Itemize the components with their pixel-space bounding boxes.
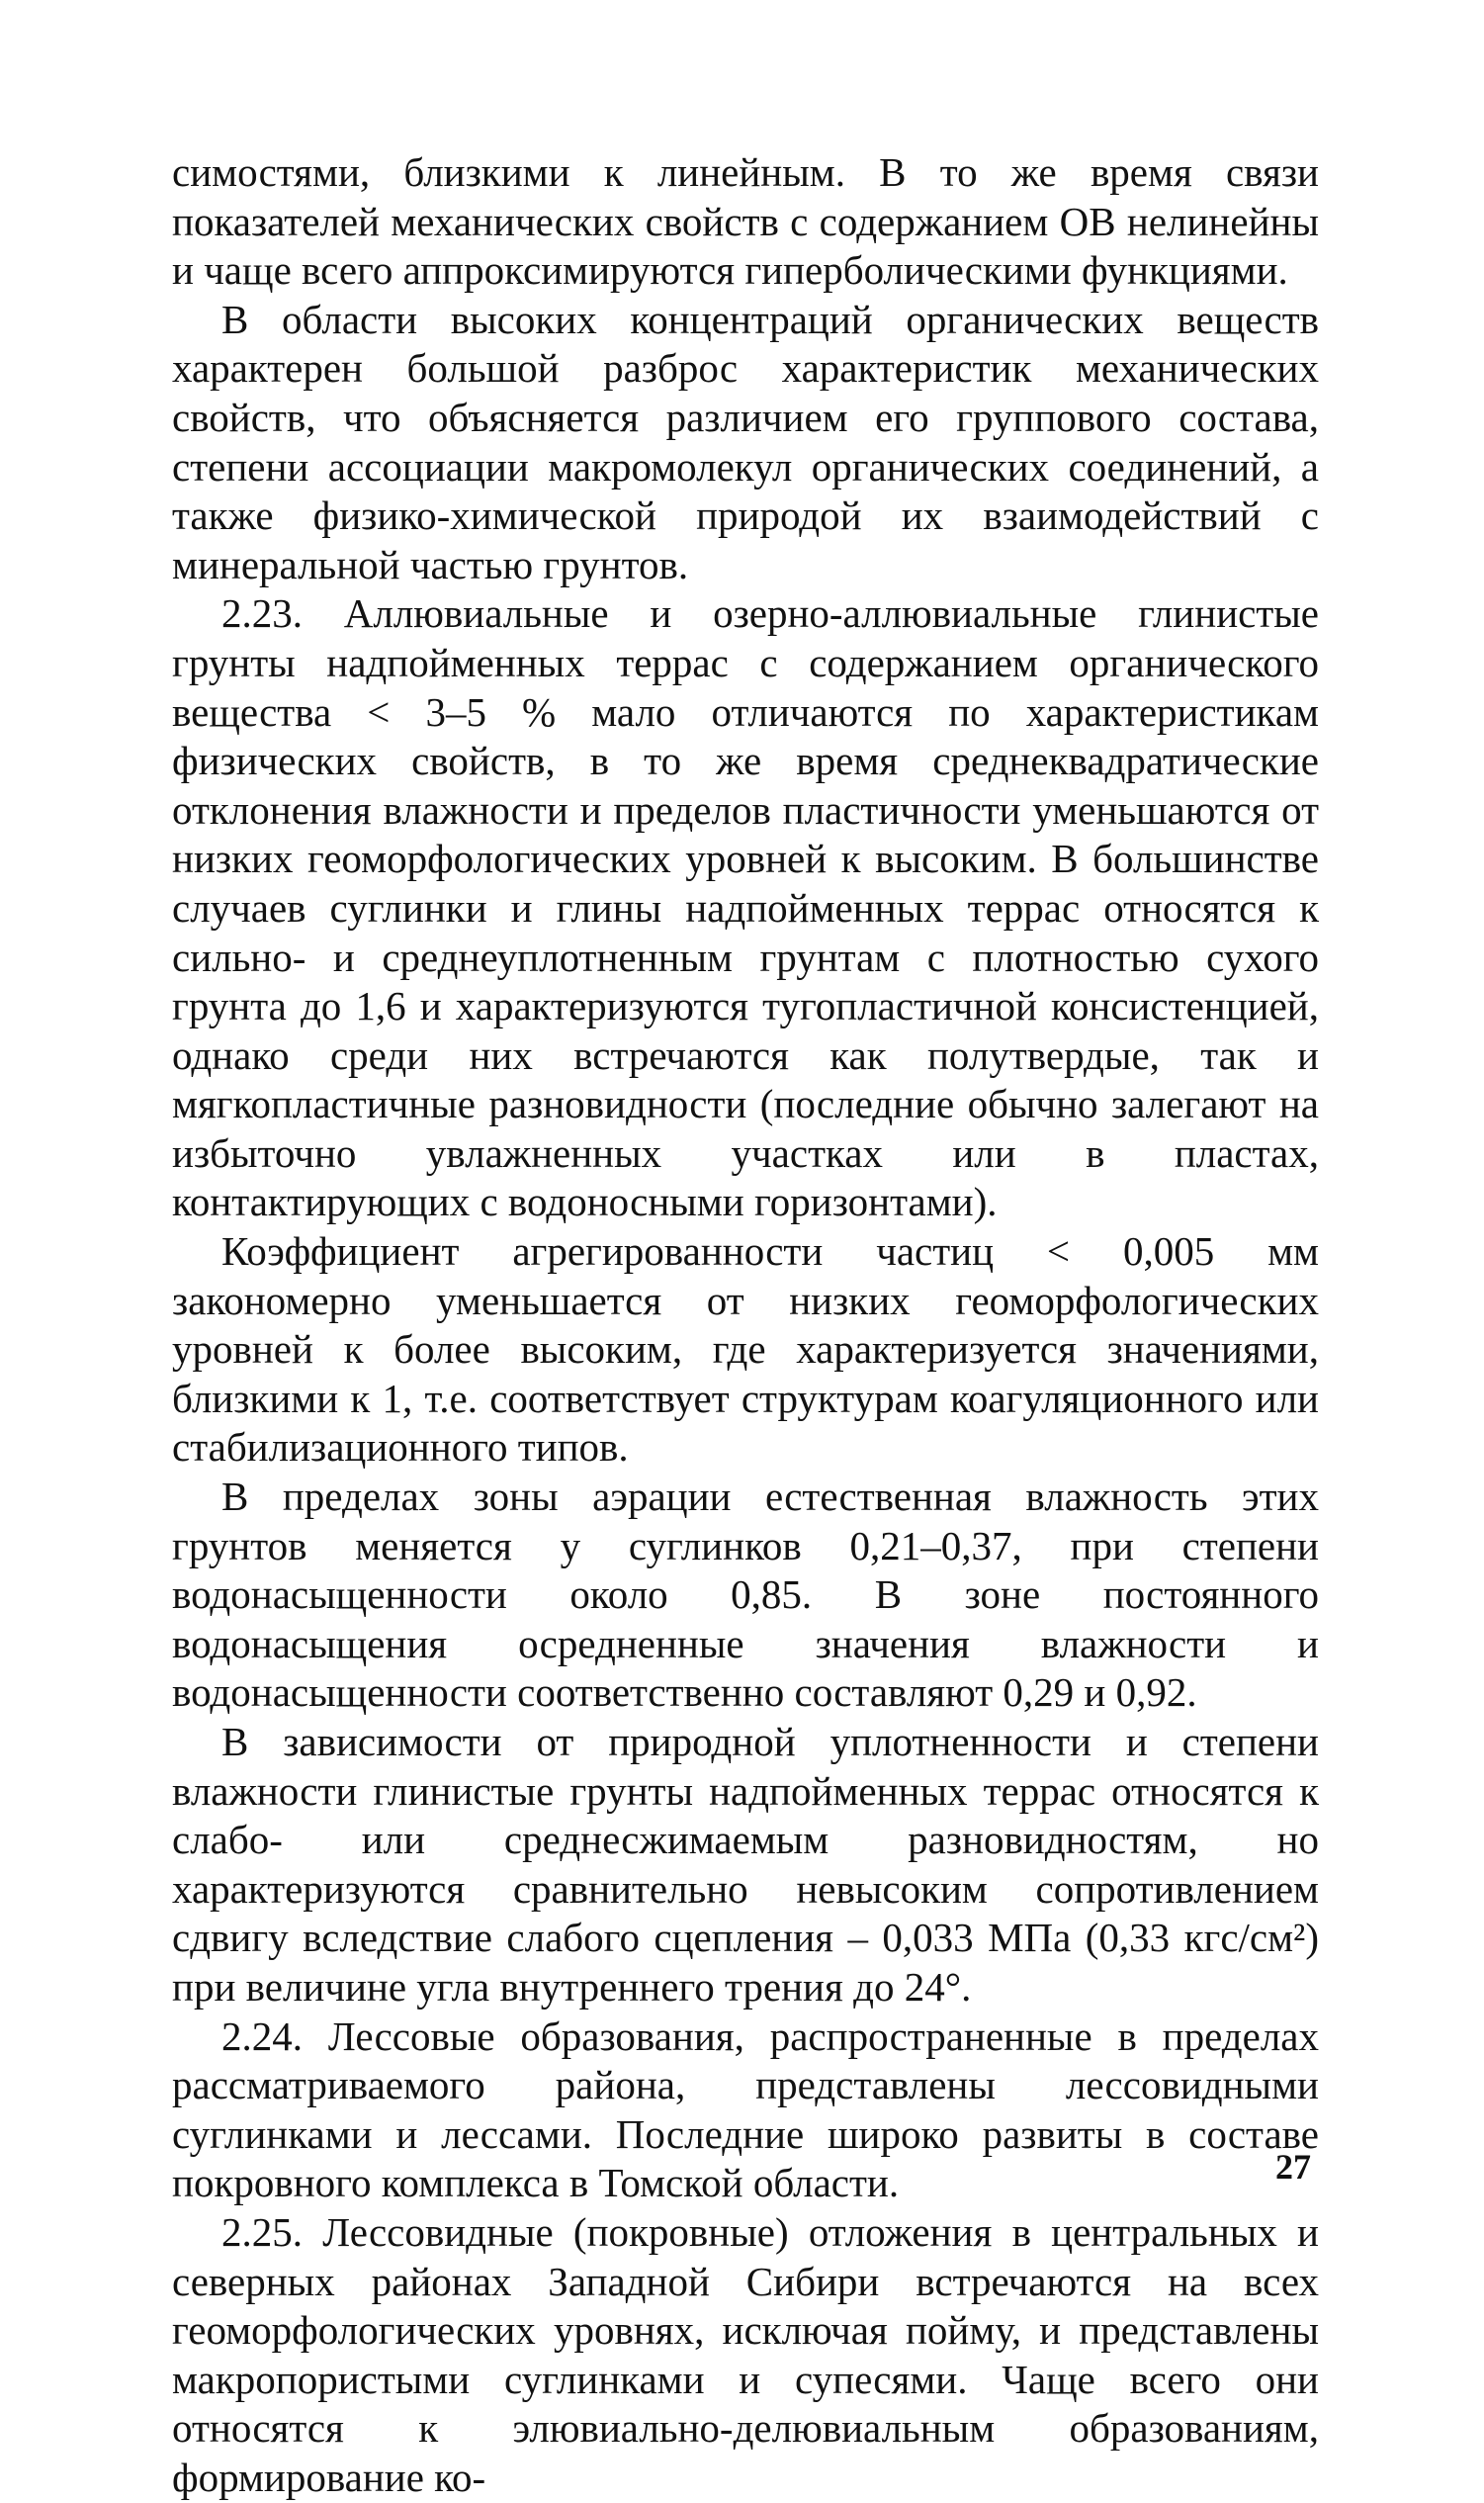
paragraph-compressibility: В зависимости от природной уплотненности и степени влажности глинистые грунты надпойменных террас относятся к слабо- или среднесжимаемым разновидностям, но характеризуются сравнительно невысоким сопротивлением сдвигу вследствие слабого сцепления – 0,033 МПа (0,33 кгс/см²) при величине угла внутреннего трения до 24°. — [172, 1719, 1319, 2010]
paragraph-organic-concentration: В области высоких концентраций органических веществ характерен большой разброс характеристик механических свойств, что объясняется различием его группового состава, степени ассоциации макромолекул органических соединений, а также физико-химической природой их взаимодействий с минеральной частью грунтов. — [172, 296, 1319, 587]
paragraph-section-2-23: 2.23. Аллювиальные и озерно-аллювиальные глинистые грунты надпойменных террас с содержанием органического вещества < 3–5 % мало отличаются по характеристикам физических свойств, в то же время среднеквадратические отклонения влажности и пределов пластичности уменьшаются от низких геоморфологических уровней к высоким. В большинстве случаев суглинки и глины надпойменных террас относятся к сильно- и среднеуплотненным грунтам с плотностью сухого грунта до 1,6 и характеризуются тугопластичной консистенцией, однако среди них встречаются как полутвердые, так и мягкопластичные разновидности (последние обычно залегают на избыточно увлажненных участках или в пластах, контактирующих с водоносными горизонтами). — [172, 590, 1319, 1225]
paragraph-continuation: симостями, близкими к линейным. В то же время связи показателей механических свойств с содержанием ОВ нелинейны и чаще всего аппроксимируются гиперболическими функциями. — [172, 149, 1319, 294]
paragraph-aeration-zone: В пределах зоны аэрации естественная влажность этих грунтов меняется у суглинков 0,21–0,37, при степени водонасыщенности около 0,85. В зоне постоянного водонасыщения осредненные значения влажности и водонасыщенности соответственно составляют 0,29 и 0,92. — [172, 1474, 1319, 1716]
page-number: 27 — [1275, 2147, 1311, 2187]
paragraph-section-2-24: 2.24. Лессовые образования, распространенные в пределах рассматриваемого района, представлены лессовидными суглинками и лессами. Последние широко развиты в составе покровного комплекса в Томской области. — [172, 2012, 1319, 2206]
page-body — [172, 148, 1319, 2503]
paragraph-section-2-25: 2.25. Лессовидные (покровные) отложения в центральных и северных районах Западной Сибири встречаются на всех геоморфологических уровнях, исключая пойму, и представлены макропористыми суглинками и супесями. Чаще всего они относятся к элювиально-делювиальным образованиям, формирование ко- — [172, 2208, 1319, 2500]
paragraph-aggregation-coefficient: Коэффициент агрегированности частиц < 0,005 мм закономерно уменьшается от низких геоморфологических уровней к более высоким, где характеризуется значениями, близкими к 1, т.е. соответствует структурам коагуляционного или стабилизационного типов. — [172, 1228, 1319, 1471]
